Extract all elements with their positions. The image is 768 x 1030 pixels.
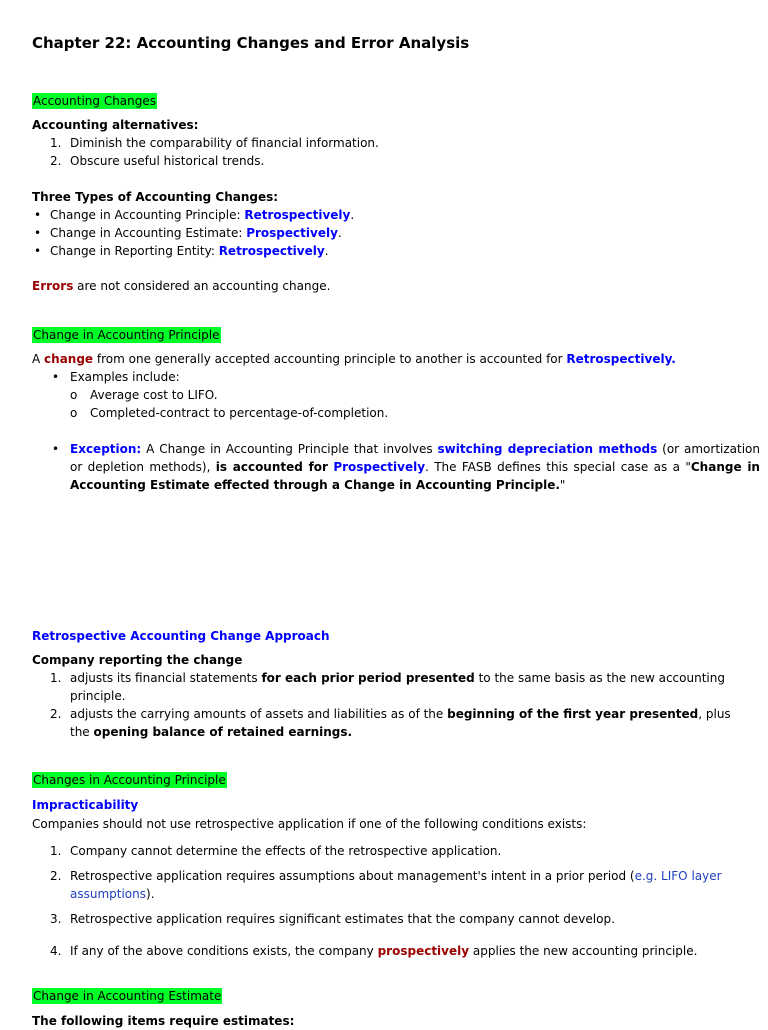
list-item: o Completed-contract to percentage-of-completion. [70,406,389,420]
list-item: • Change in Accounting Principle: Retrospectively. [34,208,355,222]
list-item: • Examples include: [52,370,180,384]
list-item: o Average cost to LIFO. [70,388,218,402]
three-types-label: Three Types of Accounting Changes: [32,190,279,204]
page-title: Chapter 22: Accounting Changes and Error Analysis [32,34,470,52]
section-heading-change-in-principle: Change in Accounting Principle [33,328,220,342]
lifo-layer-link[interactable]: e.g. LIFO layer assumptions [70,869,722,901]
principle-paragraph: A change from one generally accepted accounting principle to another is accounted for Retrospectively. [32,352,676,366]
errors-note: Errors are not considered an accounting change. [32,279,331,293]
list-item: • Change in Reporting Entity: Retrospectively. [34,244,329,258]
examples-list [32,368,760,386]
impracticability-intro: Companies should not use retrospective application if one of the following conditions exists: [32,817,587,831]
section-heading-change-in-estimate: Change in Accounting Estimate [33,989,222,1003]
list-item: 1. Company cannot determine the effects of the retrospective application. [50,844,502,858]
examples-sublist [32,386,760,422]
list-item: 1. Diminish the comparability of financial information. [50,136,379,150]
list-item: • Change in Accounting Estimate: Prospectively. [34,226,342,240]
section-heading-retrospective-approach: Retrospective Accounting Change Approach [32,629,330,643]
section-heading-changes-in-principle: Changes in Accounting Principle [33,773,226,787]
alternatives-list [32,134,732,170]
list-item: 3. Retrospective application requires significant estimates that the company cannot develop. [50,912,615,926]
company-reporting-label: Company reporting the change [32,653,243,667]
types-list [32,206,732,260]
list-item: 2. Obscure useful historical trends. [50,154,265,168]
list-item: 4. If any of the above conditions exists, the company prospectively applies the new accounting principle. [50,944,698,958]
impracticability-conditions-list [32,842,732,960]
accounting-alternatives-label: Accounting alternatives: [32,118,199,132]
list-item: 2. Retrospective application requires assumptions about management's intent in a prior period (e.g. LIFO layer assumptions). [50,869,722,901]
estimates-label: The following items require estimates: [32,1014,295,1028]
exception-paragraph: • Exception: A Change in Accounting Principle that involves switching depreciation methods (or amortization or depletion methods), is accounted for Prospectively. The FASB defines this special case as a "Change in Accounting Estimate effected through a Change in Accounting Principle." [52,442,760,492]
section-heading-accounting-changes: Accounting Changes [33,94,157,108]
retrospective-steps-list [32,669,732,741]
list-item: 2. adjusts the carrying amounts of assets and liabilities as of the beginning of the first year presented, plus the opening balance of retained earnings. [50,707,731,739]
list-item: 1. adjusts its financial statements for each prior period presented to the same basis as the new accounting principle. [50,671,725,703]
impracticability-heading: Impracticability [32,798,139,812]
